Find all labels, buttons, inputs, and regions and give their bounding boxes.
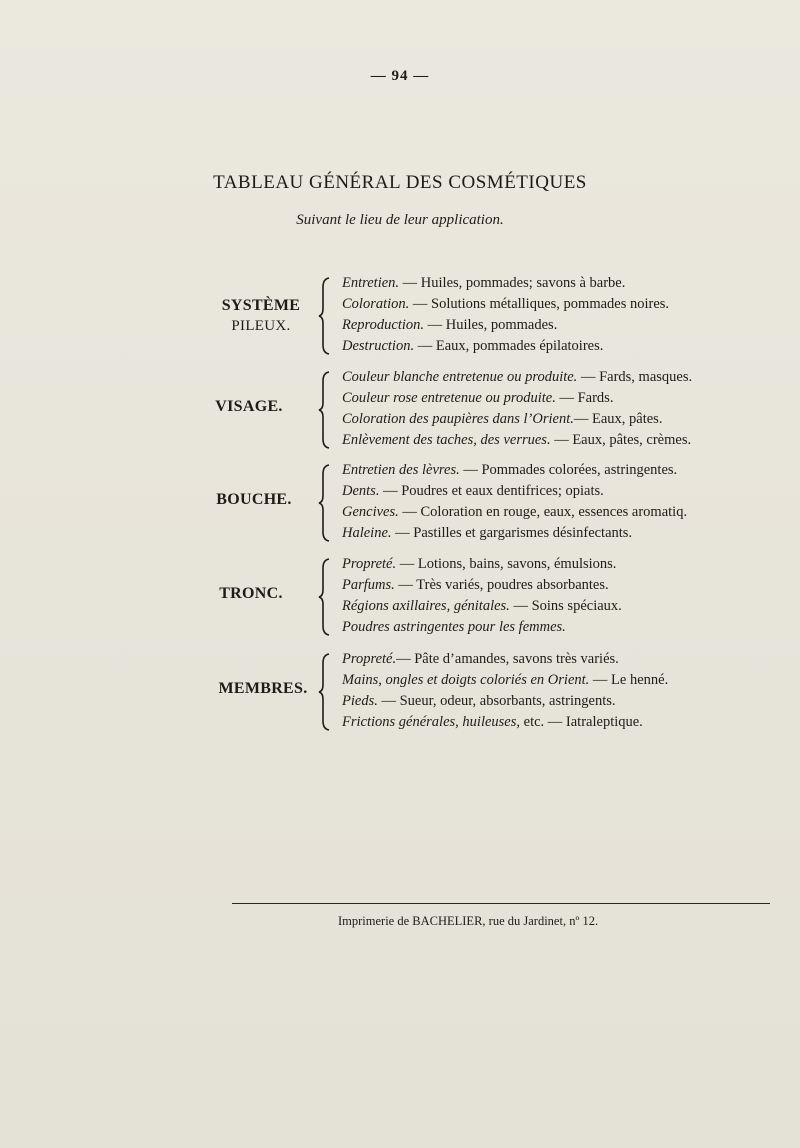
- group-rows: [342, 273, 790, 357]
- table-title: TABLEAU GÉNÉRAL DES COSMÉTIQUES: [213, 172, 587, 193]
- brace-icon: [318, 558, 332, 636]
- group-name-main: TRONC.: [219, 585, 283, 602]
- table-row: Enlèvement des taches, des verrues. — Eaux, pâtes, crèmes.: [342, 432, 692, 448]
- printer-imprint: Imprimerie de BACHELIER, rue du Jardinet, nº 12.: [338, 914, 599, 928]
- table-row: Propreté. — Lotions, bains, savons, émulsions.: [342, 556, 617, 572]
- brace-icon: [318, 277, 332, 355]
- brace-icon: [318, 653, 332, 731]
- table-subtitle: Suivant le lieu de leur application.: [296, 212, 504, 228]
- brace-icon: [318, 371, 332, 449]
- brace-icon: [318, 464, 332, 542]
- table-row: Entretien. — Huiles, pommades; savons à barbe.: [342, 275, 626, 291]
- table-row: Dents. — Poudres et eaux dentifrices; opiats.: [342, 483, 604, 499]
- group-rows: [342, 649, 790, 733]
- group-name: [196, 297, 326, 335]
- table-row: Couleur rose entretenue ou produite. — Fards.: [342, 390, 614, 406]
- table-row: Haleine. — Pastilles et gargarismes désinfectants.: [342, 525, 633, 541]
- table-row: Coloration. — Solutions métalliques, pommades noires.: [342, 296, 670, 312]
- table-row: Parfums. — Très variés, poudres absorbantes.: [342, 577, 609, 593]
- page-number: — 94 —: [370, 68, 430, 84]
- footer-divider: [232, 903, 770, 904]
- group-rows: [342, 367, 790, 451]
- table-row: Poudres astringentes pour les femmes.: [342, 619, 566, 635]
- group-name: [186, 585, 316, 603]
- table-row: Entretien des lèvres. — Pommades colorées, astringentes.: [342, 462, 678, 478]
- table-row: Reproduction. — Huiles, pommades.: [342, 317, 558, 333]
- table-row: Destruction. — Eaux, pommades épilatoires.: [342, 338, 604, 354]
- group-name-main: BOUCHE.: [216, 491, 292, 508]
- table-row: Pieds. — Sueur, odeur, absorbants, astringents.: [342, 693, 616, 709]
- group-name-main: SYSTÈME: [221, 297, 301, 314]
- group-name: [189, 491, 319, 509]
- group-rows: [342, 460, 790, 544]
- group-name: [198, 680, 328, 698]
- table-row: Coloration des paupières dans l’Orient.— Eaux, pâtes.: [342, 411, 663, 427]
- group-name-main: MEMBRES.: [218, 680, 308, 697]
- table-row: Couleur blanche entretenue ou produite. — Fards, masques.: [342, 369, 693, 385]
- table-row: Gencives. — Coloration en rouge, eaux, essences aromatiq.: [342, 504, 688, 520]
- table-row: Propreté.— Pâte d’amandes, savons très variés.: [342, 651, 619, 667]
- group-rows: [342, 554, 790, 638]
- group-name-main: VISAGE.: [215, 398, 283, 415]
- group-name: [184, 398, 314, 416]
- group-name-sub: PILEUX.: [231, 318, 291, 334]
- table-row: Mains, ongles et doigts coloriés en Orient. — Le henné.: [342, 672, 669, 688]
- table-row: Frictions générales, huileuses, etc. — Iatraleptique.: [342, 714, 643, 730]
- table-row: Régions axillaires, génitales. — Soins spéciaux.: [342, 598, 622, 614]
